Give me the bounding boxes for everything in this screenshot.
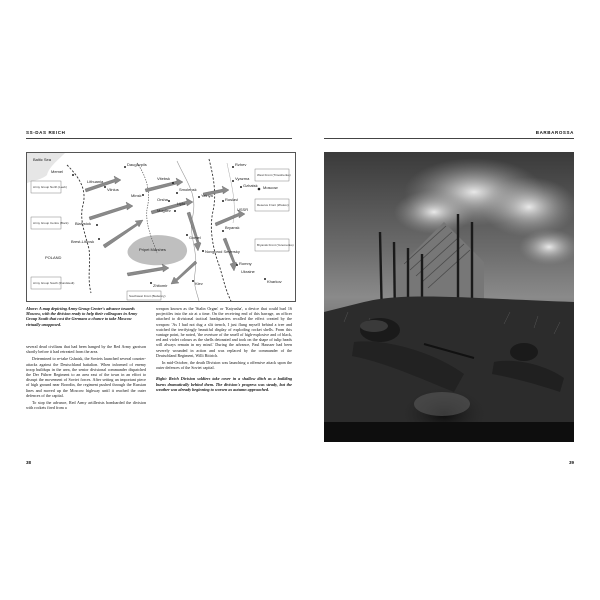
city-dot: [142, 194, 144, 196]
map-label-smolensk: Smolensk: [179, 187, 197, 192]
city-dot: [72, 174, 74, 176]
map-label-gomel: Gomel: [189, 235, 201, 240]
box-label-south: Army Group South (Rundstedt): [33, 281, 75, 285]
page-number-right: 39: [568, 460, 574, 465]
map-label-minsk: Minsk: [131, 193, 142, 198]
paragraph: Determined to re-take Gshatsk, the Soviets launched several counter-attacks against the Deutschland battalion. When informed of enemy troop buildups in the area, the senior divisional commander dispatched the Der Führer Regiment to an area east of the town in an effort to disrupt the movement of Soviet forces. After setting an important piece of high ground near Borodin, the regiment pushed through the Russian lines and moved up the Moscow highway until it reached the outer defences of the capital.: [26, 356, 146, 398]
box-label-reserve: Reserve Front (Zhukov): [257, 203, 289, 207]
map-label-daugavpils: Daugavpils: [127, 162, 147, 167]
header-rule-right: [324, 138, 574, 139]
photo-caption: Right: Reich Division soldiers take cover in a shallow ditch as a building burns dramatically behind them. The division's progress was steady, but the weather was already beginning to worsen as autumn approached.: [156, 376, 292, 392]
city-dot: [96, 224, 98, 226]
map-label-bialystok: Bialystok: [75, 221, 92, 226]
war-photograph: [324, 152, 574, 442]
map-label-brest: Brest-Litovsk: [71, 239, 95, 244]
map-label-vitebsk: Vitebsk: [157, 176, 171, 181]
map-label-novgorod: Novgorod Seversky: [205, 249, 240, 254]
campaign-map: [26, 152, 296, 302]
box-label-bryansk: Bryansk Front (Yeremenko): [257, 243, 294, 247]
map-label-zhitomir: Zhitomir: [153, 283, 168, 288]
city-dot: [222, 200, 224, 202]
city-dot: [258, 188, 261, 191]
box-label-west-front: West Front (Timoshenko): [257, 173, 291, 177]
running-header-left: SS-DAS REICH: [26, 130, 66, 135]
city-dot: [172, 182, 174, 184]
map-label-moscow: Moscow: [263, 185, 278, 190]
map-label-memel: Memel: [51, 169, 64, 174]
map-label-kiev: Kiev: [195, 281, 203, 286]
map-label-lipki: Lipki: [177, 201, 186, 206]
soldier-helmet: [510, 343, 538, 361]
city-dot: [232, 166, 234, 168]
smoke-cloud: [481, 177, 574, 237]
city-dot: [168, 200, 170, 202]
map-label-yelnya: Yelnya: [201, 193, 213, 198]
map-label-mogilev: Mogilev: [157, 208, 171, 213]
paragraph: In mid-October, the death Division was launching a offensive attack upon the outer defences of the Soviet capital.: [156, 360, 292, 371]
book-spread: [18, 128, 582, 476]
box-label-north: Army Group North (Leeb): [33, 185, 67, 189]
city-dot: [150, 282, 152, 284]
map-label-ussr: USSR: [237, 207, 249, 212]
city-dot: [240, 186, 242, 188]
map-label-ukraine: Ukraine: [241, 269, 255, 274]
city-dot: [232, 180, 234, 182]
page-number-left: 38: [26, 460, 32, 465]
map-label-romny: Romny: [239, 261, 252, 266]
body-column-left: [26, 344, 146, 412]
map-label-rzhev: Rzhev: [235, 162, 247, 167]
city-dot: [176, 192, 178, 194]
city-dot: [202, 250, 204, 252]
map-label-kharkov: Kharkov: [267, 279, 282, 284]
map-label-poland: POLAND: [45, 255, 62, 260]
city-dot: [98, 238, 100, 240]
city-dot: [192, 280, 194, 282]
city-dot: [236, 264, 238, 266]
city-dot: [104, 186, 106, 188]
paragraph: weapon known as the 'Stalin Organ' or 'Katyusha', a device that could hurl 16 projectiles into the air at a time. On the receiving end of this barrage, an officer attached to divisional tactical headquarters recalled the effect created by the weapon: 'As I had not dug a slit trench, I just flung myself behind a tree and watched the terrifyingly beautiful display of exploding rocket shells. From this vantage point, he noted, 'the overture of the smell of high-explosive and of black, red and violet colours as the shells detonated and took on the shape of tulip heads will always remain in my mind.' During the advance, Paul Hausser had been severely wounded in action and was replaced by the commander of the Deutschland Regiment, Willi Bittrich.: [156, 306, 292, 358]
city-dot: [198, 196, 200, 198]
smoke-cloud: [394, 190, 474, 234]
header-rule-left: [26, 138, 292, 139]
map-label-lithuania: Lithuania: [87, 179, 104, 184]
paragraph: several dead civilians that had been hanged by the Red Army garrison shortly before it had retreated from the area.: [26, 344, 146, 355]
box-label-sw-front: Southwest Front (Budenny): [129, 294, 166, 298]
city-dot: [174, 210, 176, 212]
map-label-gzhatsk: Gzhatsk: [243, 183, 258, 188]
running-header-right: BARBAROSSA: [535, 130, 574, 135]
photo-image: [324, 152, 574, 442]
box-label-center: Army Group Centre (Bock): [33, 221, 69, 225]
map-label-roslavl: Roslavl: [225, 197, 239, 202]
body-column-right: [156, 306, 292, 392]
map-label-orsha: Orsha: [157, 197, 168, 202]
city-dot: [186, 234, 188, 236]
map-caption: Above: A map depicting Army Group Center's advance towards Moscow, with the division ready to help their colleagues in Army Group South that cost the Germans a chance to take Moscow virtually unopposed.: [26, 306, 138, 327]
map-label-vilnius: Vilnius: [107, 187, 119, 192]
map-graphic: [27, 153, 295, 301]
map-label-bryansk: Bryansk: [225, 225, 240, 230]
city-dot: [264, 278, 266, 280]
city-dot: [222, 230, 224, 232]
city-dot: [124, 166, 126, 168]
paragraph: To stop the advance, Red Army artillerists bombarded the division with rockets fired from a: [26, 400, 146, 411]
map-label-baltic: Baltic Sea: [33, 157, 52, 162]
map-label-pripet: Pripet Marshes: [139, 247, 166, 252]
map-label-vyazma: Vyazma: [235, 176, 250, 181]
